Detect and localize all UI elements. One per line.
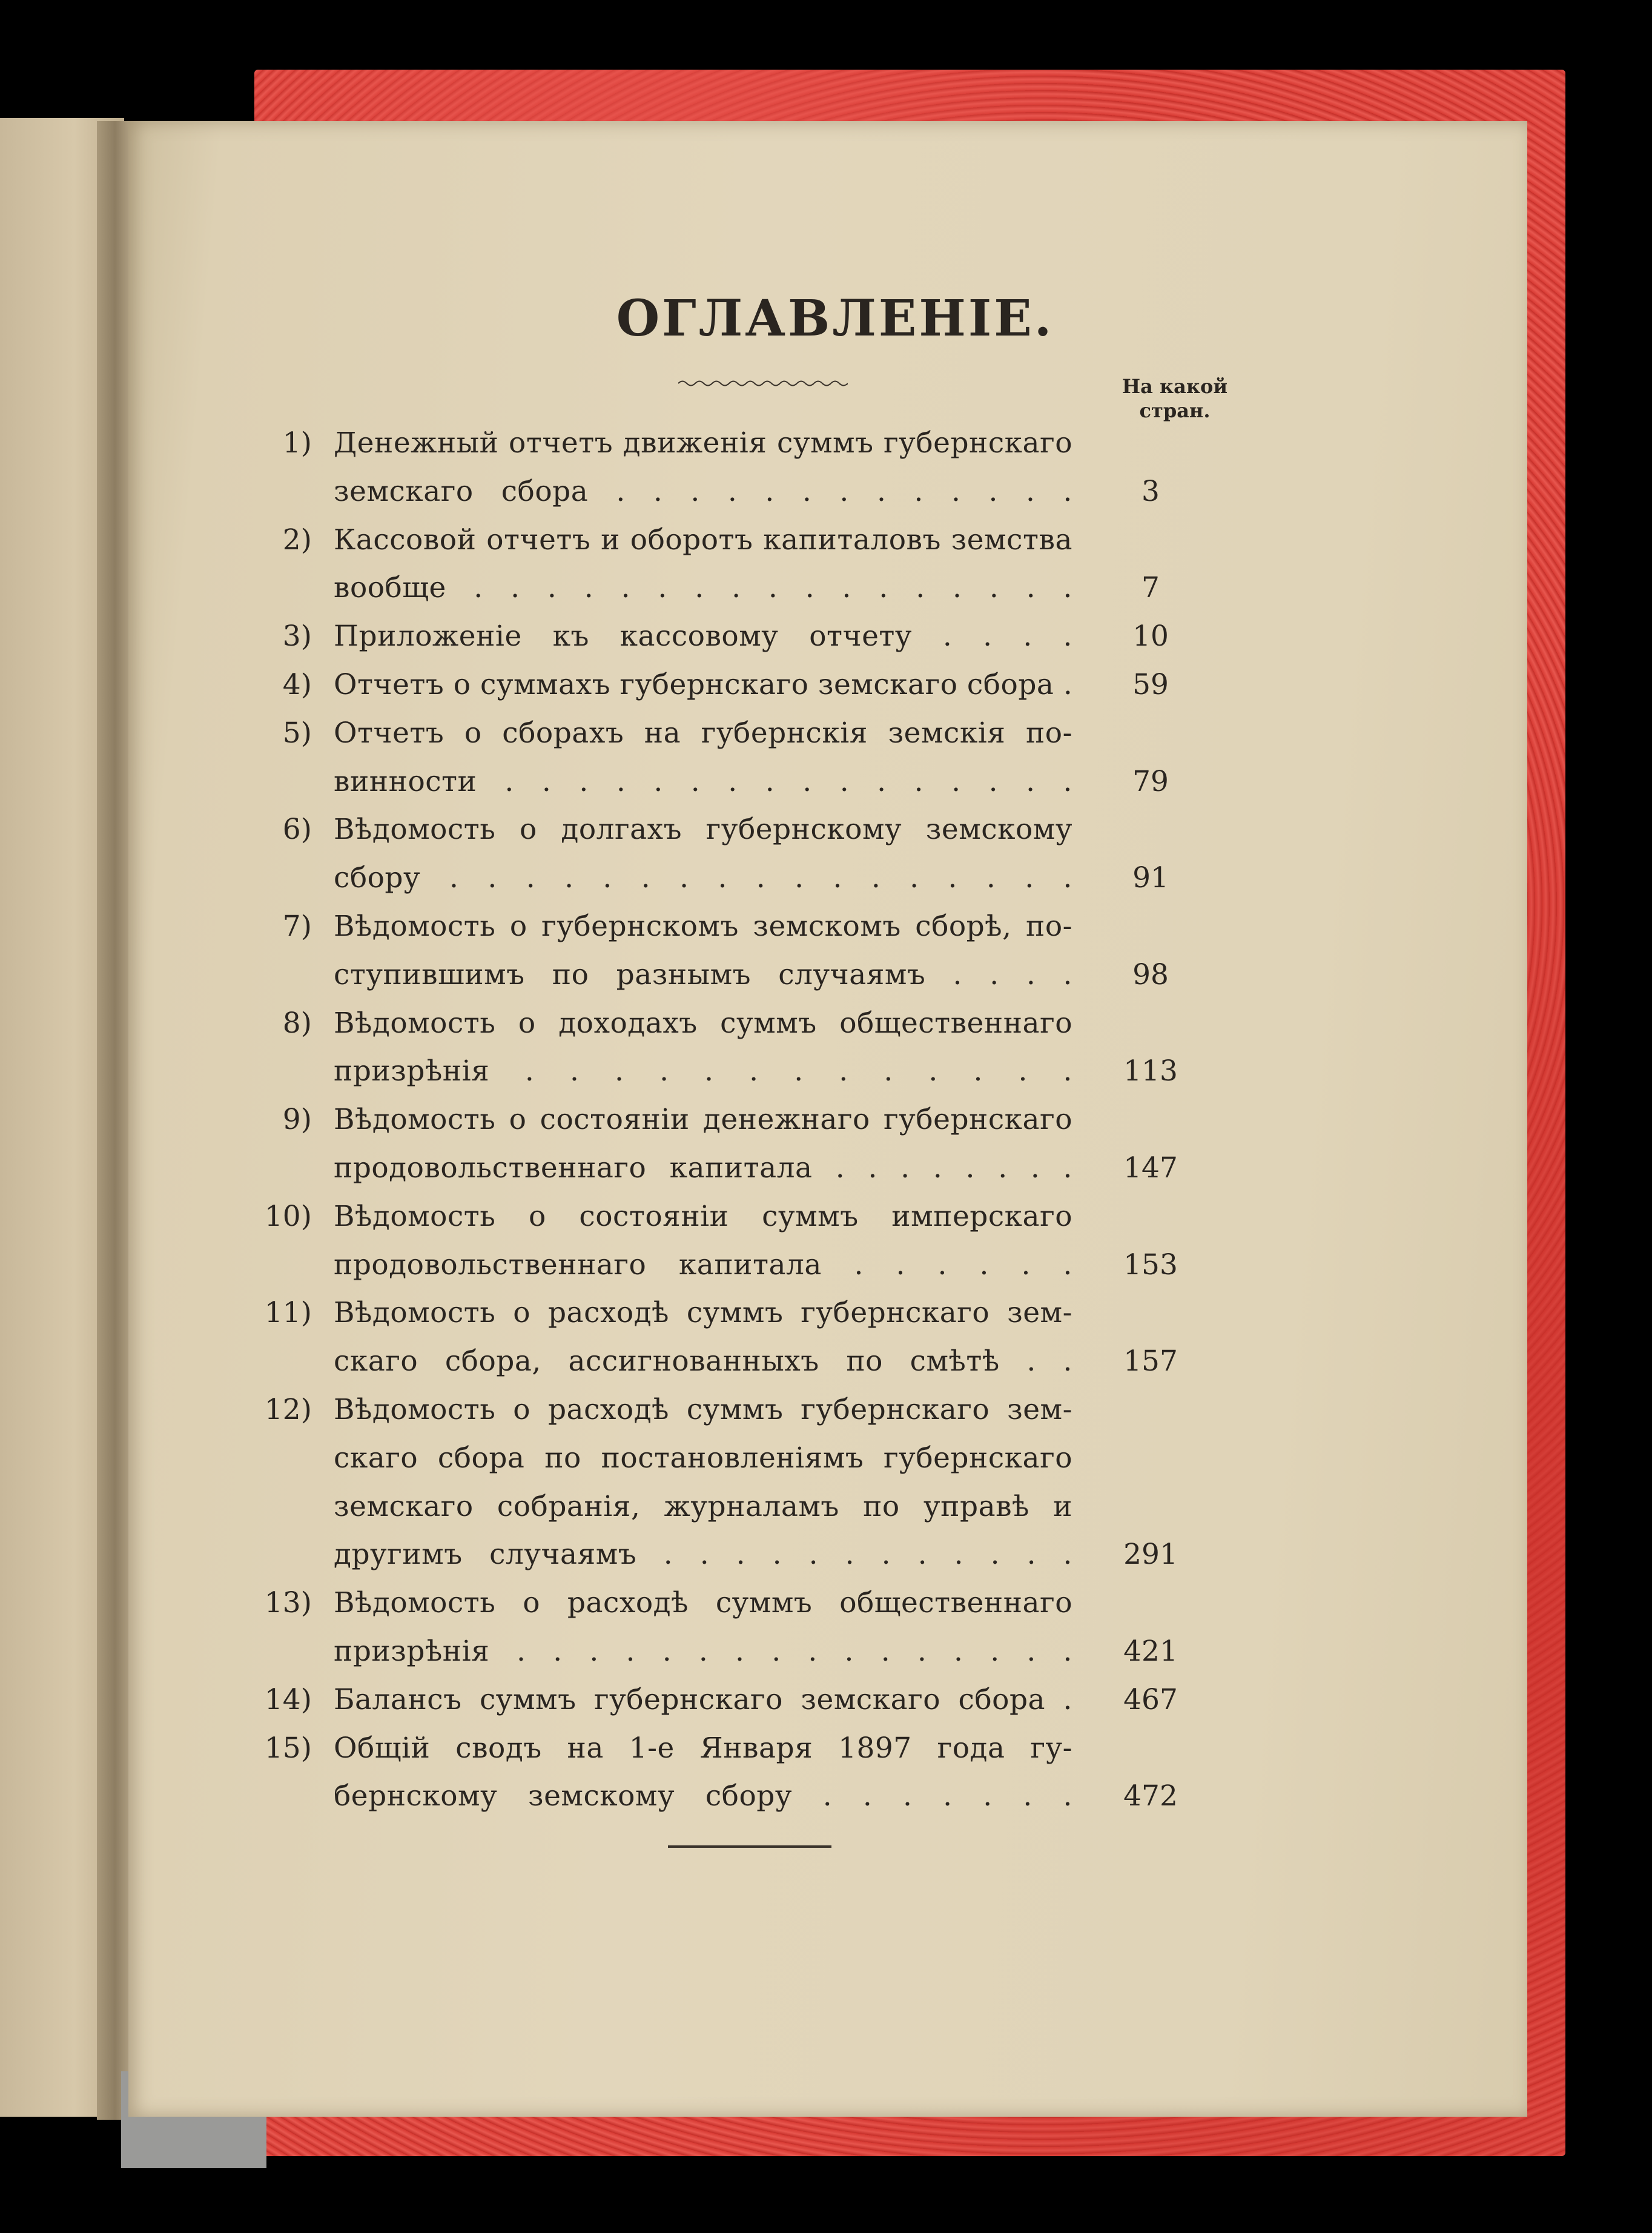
toc-entry-text: Денежный отчетъ движенія суммъ губернскаго: [334, 426, 1072, 460]
wavy-rule-ornament: [678, 379, 848, 388]
toc-page-number: 59: [1132, 667, 1169, 701]
toc-line: [230, 1241, 1272, 1289]
toc-entry-text: Вѣдомость о расходѣ суммъ губернскаго зем-: [334, 1296, 1072, 1330]
toc-line: [230, 1579, 1272, 1627]
toc-entry-number: 11): [264, 1296, 312, 1330]
toc-entry-text: Вѣдомость о расходѣ суммъ общественнаго: [334, 1586, 1072, 1620]
toc-page-number: 10: [1132, 620, 1169, 653]
toc-page-number: 147: [1123, 1151, 1178, 1185]
toc-entry-text: Вѣдомость о долгахъ губернскому земскому: [334, 813, 1072, 847]
toc-entry-text: Вѣдомость о состояніи денежнаго губернскаго: [334, 1103, 1072, 1137]
toc-line: [230, 419, 1272, 468]
toc-line: [230, 1483, 1272, 1531]
toc-line: [230, 806, 1272, 854]
toc-line: [230, 468, 1272, 516]
toc-line: [230, 1337, 1272, 1386]
toc-entry-text: продовольственнаго капитала . . . . . .: [334, 1248, 1072, 1282]
toc-line: [230, 758, 1272, 806]
toc-entry-text: Приложеніе къ кассовому отчету . . . .: [334, 620, 1072, 653]
toc-entry-text: ступившимъ по разнымъ случаямъ . . . .: [334, 958, 1072, 991]
column-header-line1: На какой: [1122, 375, 1228, 398]
toc-entry-text: другимъ случаямъ . . . . . . . . . . . .: [334, 1538, 1072, 1572]
toc-page-number: 113: [1123, 1054, 1178, 1088]
toc-entry-number: 13): [264, 1586, 312, 1620]
toc-entry-text: призрѣнія . . . . . . . . . . . . . . . .: [334, 1634, 1072, 1668]
toc-line: [230, 1144, 1272, 1193]
toc-entry-text: Вѣдомость о доходахъ суммъ общественнаго: [334, 1006, 1072, 1040]
toc-line: [230, 1386, 1272, 1434]
toc-entry-number: 12): [264, 1392, 312, 1426]
toc-entry-number: 8): [282, 1006, 312, 1040]
page-title: ОГЛАВЛЕНІЕ.: [616, 289, 1054, 348]
table-of-contents: [230, 419, 1272, 1821]
toc-page-number: 472: [1123, 1779, 1178, 1813]
toc-entry-text: Вѣдомость о губернскомъ земскомъ сборѣ, по-: [334, 909, 1072, 943]
toc-entry-text: Кассовой отчетъ и оборотъ капиталовъ земства: [334, 523, 1072, 557]
toc-entry-number: 15): [264, 1731, 312, 1765]
toc-line: [230, 516, 1272, 564]
toc-entry-text: Отчетъ о суммахъ губернскаго земскаго сбора .: [334, 667, 1073, 701]
toc-entry-number: 14): [264, 1682, 312, 1716]
toc-page-number: 421: [1123, 1634, 1178, 1668]
book-gutter: [97, 121, 133, 2120]
toc-page-number: 98: [1132, 958, 1169, 991]
toc-entry-number: 7): [282, 909, 312, 943]
toc-entry-text: винности . . . . . . . . . . . . . . . .: [334, 764, 1072, 798]
toc-entry-text: земскаго сбора . . . . . . . . . . . . .: [334, 474, 1072, 508]
toc-entry-text: Отчетъ о сборахъ на губернскія земскія по-: [334, 716, 1072, 750]
toc-entry-number: 10): [264, 1199, 312, 1233]
toc-line: [230, 1047, 1272, 1096]
toc-entry-text: продовольственнаго капитала . . . . . . . .: [334, 1151, 1072, 1185]
toc-entry-text: скаго сбора, ассигнованныхъ по смѣтѣ . .: [334, 1345, 1072, 1378]
toc-line: [230, 902, 1272, 951]
toc-line: [230, 661, 1272, 709]
toc-line: [230, 854, 1272, 902]
toc-page-number: 467: [1123, 1682, 1178, 1716]
toc-entry-number: 9): [282, 1103, 312, 1137]
toc-entry-text: вообще . . . . . . . . . . . . . . . . .: [334, 571, 1072, 605]
toc-page-number: 91: [1132, 861, 1169, 895]
toc-entry-number: 5): [282, 716, 312, 750]
toc-entry-number: 4): [282, 667, 312, 701]
toc-entry-text: бернскому земскому сбору . . . . . . .: [334, 1779, 1072, 1813]
toc-page-number: 79: [1132, 764, 1169, 798]
toc-entry-text: земскаго собранія, журналамъ по управѣ и: [334, 1489, 1072, 1523]
toc-page-number: 7: [1142, 571, 1160, 605]
toc-entry-number: 3): [282, 620, 312, 653]
toc-line: [230, 1289, 1272, 1337]
toc-line: [230, 1530, 1272, 1579]
toc-entry-number: 1): [282, 426, 312, 460]
toc-line: [230, 1434, 1272, 1483]
toc-page-number: 3: [1142, 474, 1160, 508]
toc-entry-text: призрѣнія . . . . . . . . . . . . .: [334, 1054, 1072, 1088]
page-column-header: [1108, 374, 1241, 423]
toc-entry-text: Общій сводъ на 1-е Января 1897 года гу-: [334, 1731, 1072, 1765]
column-header-line2: стран.: [1139, 399, 1211, 422]
toc-entry-text: Вѣдомость о состояніи суммъ имперскаго: [334, 1199, 1072, 1233]
toc-line: [230, 999, 1272, 1048]
toc-line: [230, 1772, 1272, 1821]
end-rule: [668, 1845, 831, 1848]
toc-line: [230, 1724, 1272, 1773]
toc-page-number: 153: [1123, 1248, 1178, 1282]
toc-page-number: 291: [1123, 1538, 1178, 1572]
toc-entry-number: 6): [282, 813, 312, 847]
toc-entry-number: 2): [282, 523, 312, 557]
toc-page-number: 157: [1123, 1345, 1178, 1378]
toc-line: [230, 1627, 1272, 1676]
toc-entry-text: сбору . . . . . . . . . . . . . . . . .: [334, 861, 1072, 895]
toc-line: [230, 1193, 1272, 1241]
toc-line: [230, 1676, 1272, 1724]
toc-line: [230, 709, 1272, 758]
toc-line: [230, 564, 1272, 612]
toc-line: [230, 1096, 1272, 1144]
toc-entry-text: скаго сбора по постановленіямъ губернскаго: [334, 1441, 1072, 1475]
toc-entry-text: Балансъ суммъ губернскаго земскаго сбора .: [334, 1682, 1072, 1716]
toc-line: [230, 951, 1272, 999]
toc-line: [230, 612, 1272, 661]
toc-entry-text: Вѣдомость о расходѣ суммъ губернскаго зем-: [334, 1392, 1072, 1426]
